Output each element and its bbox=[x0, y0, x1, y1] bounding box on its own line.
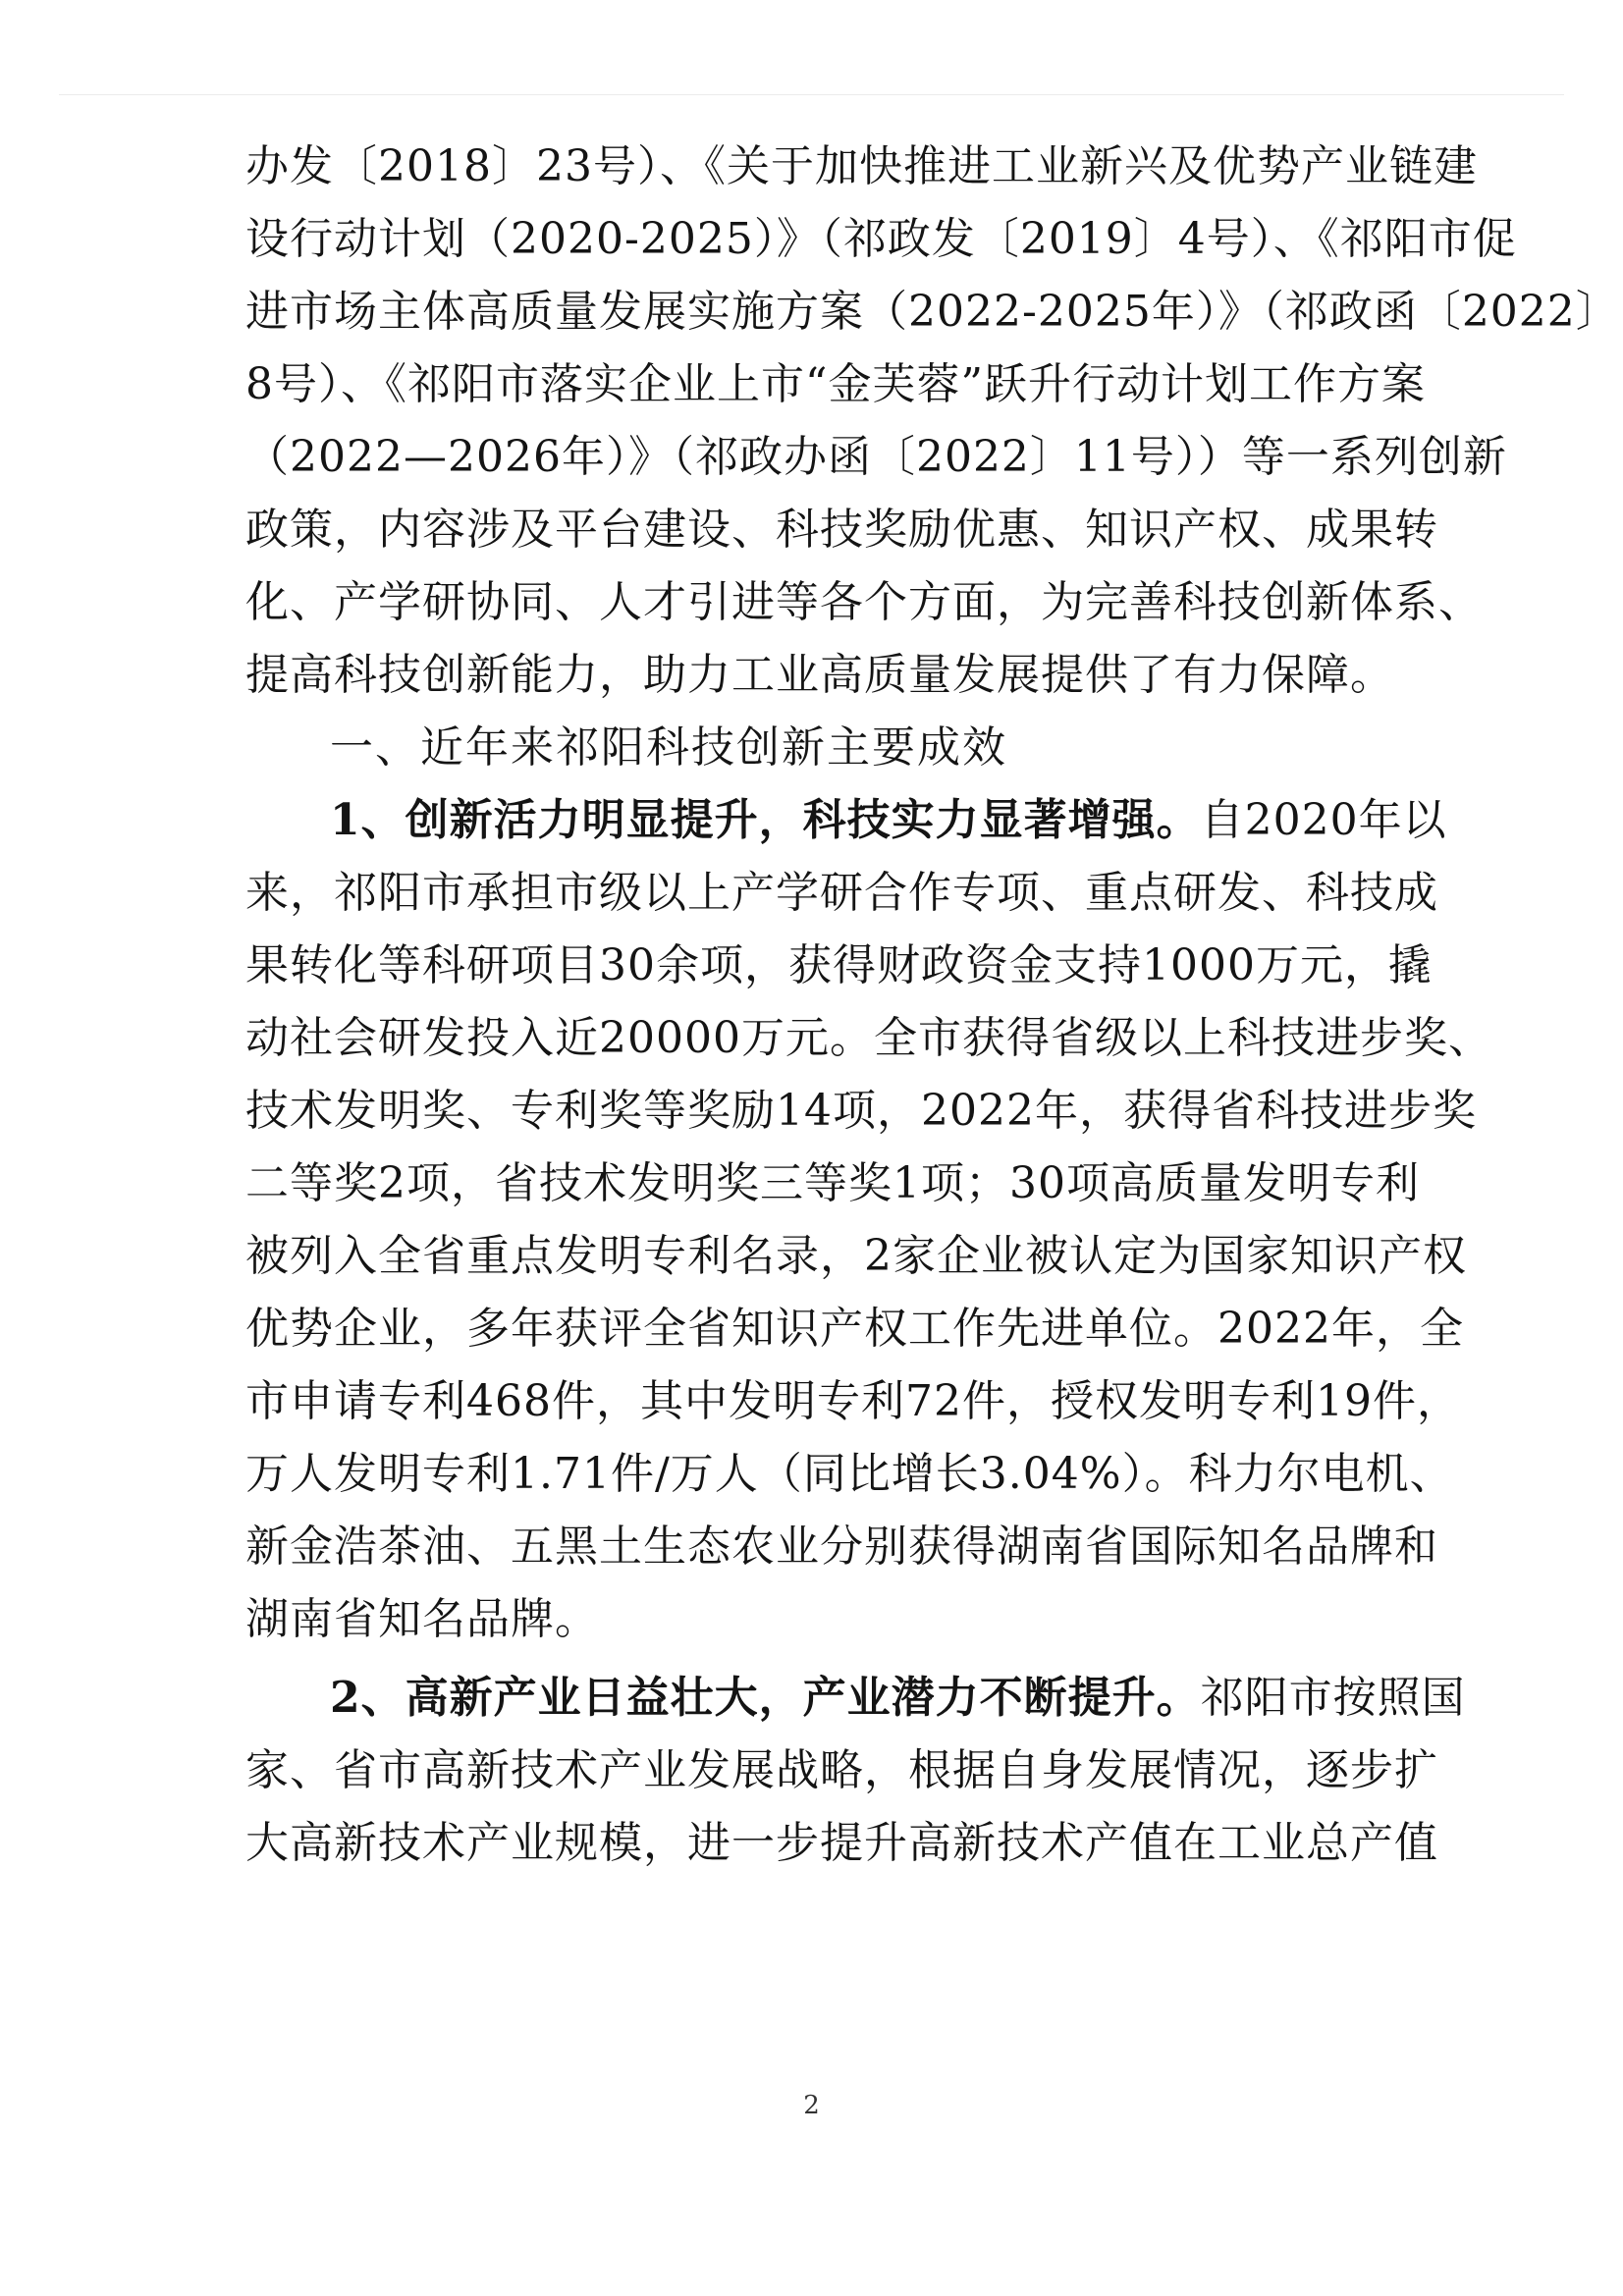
paragraph-line: 政策，内容涉及平台建设、科技奖励优惠、知识产权、成果转 bbox=[245, 505, 1438, 555]
paragraph-line: 化、产学研协同、人才引进等各个方面，为完善科技创新体系、 bbox=[245, 577, 1483, 627]
paragraph-line: 二等奖2项，省技术发明奖三等奖1项；30项高质量发明专利 bbox=[245, 1158, 1420, 1208]
paragraph-line: 被列入全省重点发明专利名录，2家企业被认定为国家知识产权 bbox=[245, 1231, 1467, 1281]
paragraph-line: 湖南省知名品牌。 bbox=[245, 1594, 599, 1644]
paragraph-line: 果转化等科研项目30余项，获得财政资金支持1000万元，撬 bbox=[245, 940, 1433, 990]
paragraph-line: 优势企业，多年获评全省知识产权工作先进单位。2022年，全 bbox=[245, 1304, 1464, 1354]
section-heading: 一、近年来祁阳科技创新主要成效 bbox=[330, 722, 1007, 773]
paragraph-line: 大高新技术产业规模，进一步提升高新技术产值在工业总产值 bbox=[245, 1818, 1438, 1868]
paragraph-line: 设行动计划（2020-2025）》（祁政发〔2019〕4号）、《祁阳市促 bbox=[245, 214, 1517, 264]
paragraph-line: 8号）、《祁阳市落实企业上市“金芙蓉”跃升行动计划工作方案 bbox=[245, 359, 1426, 409]
paragraph-line: 办发〔2018〕23号）、《关于加快推进工业新兴及优势产业链建 bbox=[245, 141, 1478, 191]
paragraph-line: 来，祁阳市承担市级以上产学研合作专项、重点研发、科技成 bbox=[245, 868, 1438, 918]
paragraph-line: 万人发明专利1.71件/万人（同比增长3.04%）。科力尔电机、 bbox=[245, 1449, 1454, 1499]
scan-edge-line bbox=[59, 94, 1564, 95]
paragraph-line: 技术发明奖、专利奖等奖励14项，2022年，获得省科技进步奖 bbox=[245, 1086, 1477, 1136]
point1-first-rest: 自2020年以 bbox=[1200, 795, 1447, 845]
paragraph-line: 新金浩茶油、五黑土生态农业分别获得湖南省国际知名品牌和 bbox=[245, 1522, 1438, 1572]
point1-title: 1、创新活力明显提升，科技实力显著增强。 bbox=[330, 795, 1201, 845]
point2-first-rest: 祁阳市按照国 bbox=[1200, 1673, 1466, 1723]
paragraph-line: （2022—2026年）》（祁政办函〔2022〕11号））等一系列创新 bbox=[245, 432, 1507, 482]
page-number: 2 bbox=[803, 2091, 820, 2120]
paragraph-line: 市申请专利468件，其中发明专利72件，授权发明专利19件， bbox=[245, 1376, 1461, 1426]
point1-first-line bbox=[330, 784, 1447, 857]
point2-title: 2、高新产业日益壮大，产业潜力不断提升。 bbox=[330, 1673, 1201, 1723]
paragraph-line: 动社会研发投入近20000万元。全市获得省级以上科技进步奖、 bbox=[245, 1013, 1492, 1063]
paragraph-line: 进市场主体高质量发展实施方案（2022-2025年）》（祁政函〔2022〕 bbox=[245, 287, 1620, 337]
point2-first-line bbox=[330, 1662, 1466, 1735]
paragraph-line: 家、省市高新技术产业发展战略，根据自身发展情况，逐步扩 bbox=[245, 1745, 1438, 1795]
paragraph-line: 提高科技创新能力，助力工业高质量发展提供了有力保障。 bbox=[245, 650, 1394, 700]
